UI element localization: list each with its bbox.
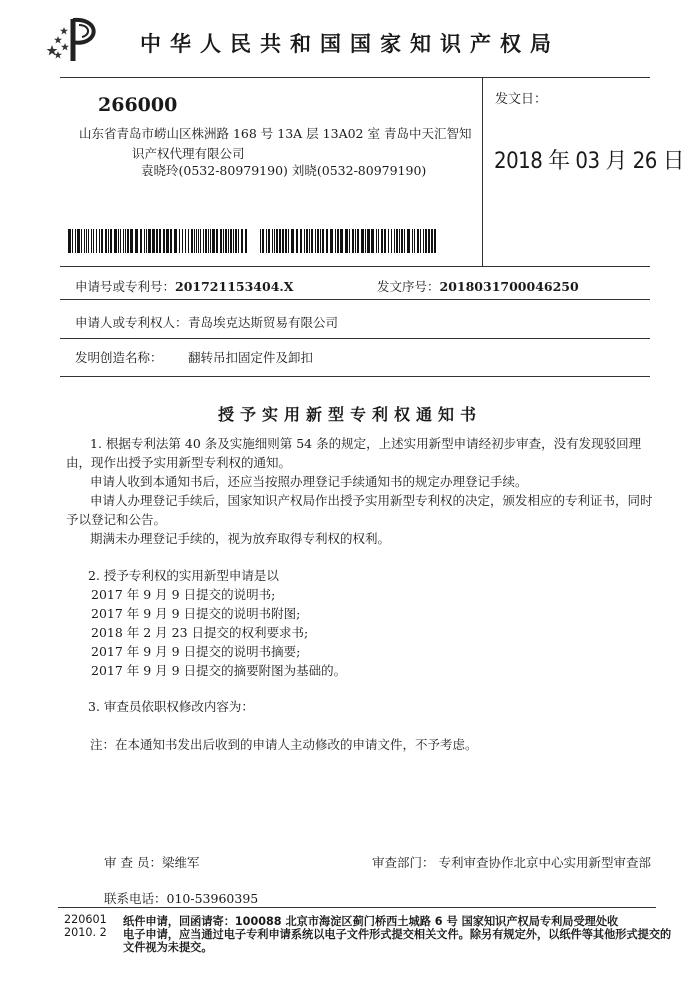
list-item: 2017 年 9 月 9 日提交的摘要附图为基础的。 xyxy=(91,663,347,678)
applicant-value: 青岛埃克达斯贸易有限公司 xyxy=(188,315,339,330)
examiner-label: 审 查 员： xyxy=(104,855,162,870)
list-item: 2018 年 2 月 23 日提交的权利要求书; xyxy=(91,625,309,640)
list-item: 2017 年 9 月 9 日提交的说明书附图; xyxy=(91,606,301,621)
fields-divider-3 xyxy=(60,338,650,339)
application-number-label: 申请号或专利号： xyxy=(75,279,176,294)
examiner-row xyxy=(104,853,199,871)
form-code: 220601 xyxy=(64,913,107,926)
footer-line-3: 文件视为未提交。 xyxy=(123,941,213,954)
section2-heading: 2. 授予专利权的实用新型申请是以 xyxy=(88,568,279,583)
footer-line-2: 电子申请，应当通过电子专利申请系统以电子文件形式提交相关文件。除另有规定外，以纸件等其他形式提交的 xyxy=(123,928,672,941)
footer-divider xyxy=(58,907,656,908)
applicant-row xyxy=(75,313,338,331)
list-item: 2017 年 9 月 9 日提交的说明书摘要; xyxy=(91,644,301,659)
department-label: 审查部门： xyxy=(372,855,435,870)
section3-heading: 3. 审查员依职权修改内容为： xyxy=(88,699,254,714)
send-date-value: 2018 年 03 月 26 日 xyxy=(494,149,685,174)
fields-divider-2 xyxy=(60,299,650,300)
department-value: 专利审查协作北京中心实用新型审查部 xyxy=(438,855,652,870)
fields-divider-4 xyxy=(60,376,650,377)
section1-paragraph-1: 1. 根据专利法第 40 条及实施细则第 54 条的规定，上述实用新型申请经初步审查，没有发现驳回理由，现作出授予实用新型专利权的通知。 xyxy=(66,436,642,470)
department-row xyxy=(372,853,651,871)
serial-number-value: 2018031700046250 xyxy=(439,279,579,294)
serial-number-label: 发文序号： xyxy=(377,279,440,294)
section1-paragraph-3: 申请人办理登记手续后，国家知识产权局作出授予实用新型专利权的决定，颁发相应的专利证书，同时予以登记和公告。 xyxy=(66,493,653,527)
section1-paragraph-2: 申请人收到本通知书后，还应当按照办理登记手续通知书的规定办理登记手续。 xyxy=(90,474,528,489)
phone-label: 联系电话： xyxy=(104,891,167,906)
examiner-name: 梁维军 xyxy=(161,855,200,870)
applicant-label: 申请人或专利权人： xyxy=(75,315,188,330)
invention-title-value: 翻转吊扣固定件及卸扣 xyxy=(188,350,314,365)
contacts: 袁晓玲(0532-80979190) 刘晓(0532-80979190) xyxy=(141,163,427,178)
postcode: 266000 xyxy=(98,94,178,116)
barcode-left xyxy=(68,229,248,253)
invention-title-row xyxy=(75,348,313,366)
application-number-row xyxy=(75,277,293,295)
fields-divider-1 xyxy=(60,266,650,267)
form-version: 2010. 2 xyxy=(64,926,107,939)
address-line-1: 山东省青岛市崂山区株洲路 168 号 13A 层 13A02 室 青岛中天汇智知 xyxy=(79,126,472,141)
phone-row xyxy=(104,889,258,907)
send-date-label: 发文日： xyxy=(495,92,548,107)
date-divider xyxy=(482,78,483,266)
list-item: 2017 年 9 月 9 日提交的说明书; xyxy=(91,587,276,602)
note: 注：在本通知书发出后收到的申请人主动修改的申请文件，不予考虑。 xyxy=(90,737,478,752)
header-divider xyxy=(60,77,650,78)
footer-line-1: 纸件申请，回函请寄：100088 北京市海淀区蓟门桥西土城路 6 号 国家知识产权局专利局受理处收 xyxy=(123,915,619,928)
serial-number-row xyxy=(377,277,579,295)
phone-value: 010-53960395 xyxy=(166,891,259,906)
application-number-value: 201721153404.X xyxy=(175,279,294,294)
document-title: 授予实用新型专利权通知书 xyxy=(217,405,482,424)
invention-title-label: 发明创造名称： xyxy=(75,350,163,365)
office-name: 中华人民共和国国家知识产权局 xyxy=(140,31,560,56)
section1-paragraph-4: 期满未办理登记手续的，视为放弃取得专利权的权利。 xyxy=(90,531,391,546)
cnipa-logo xyxy=(46,15,102,63)
barcode-right xyxy=(260,229,440,253)
address-line-2: 识产权代理有限公司 xyxy=(132,146,245,161)
